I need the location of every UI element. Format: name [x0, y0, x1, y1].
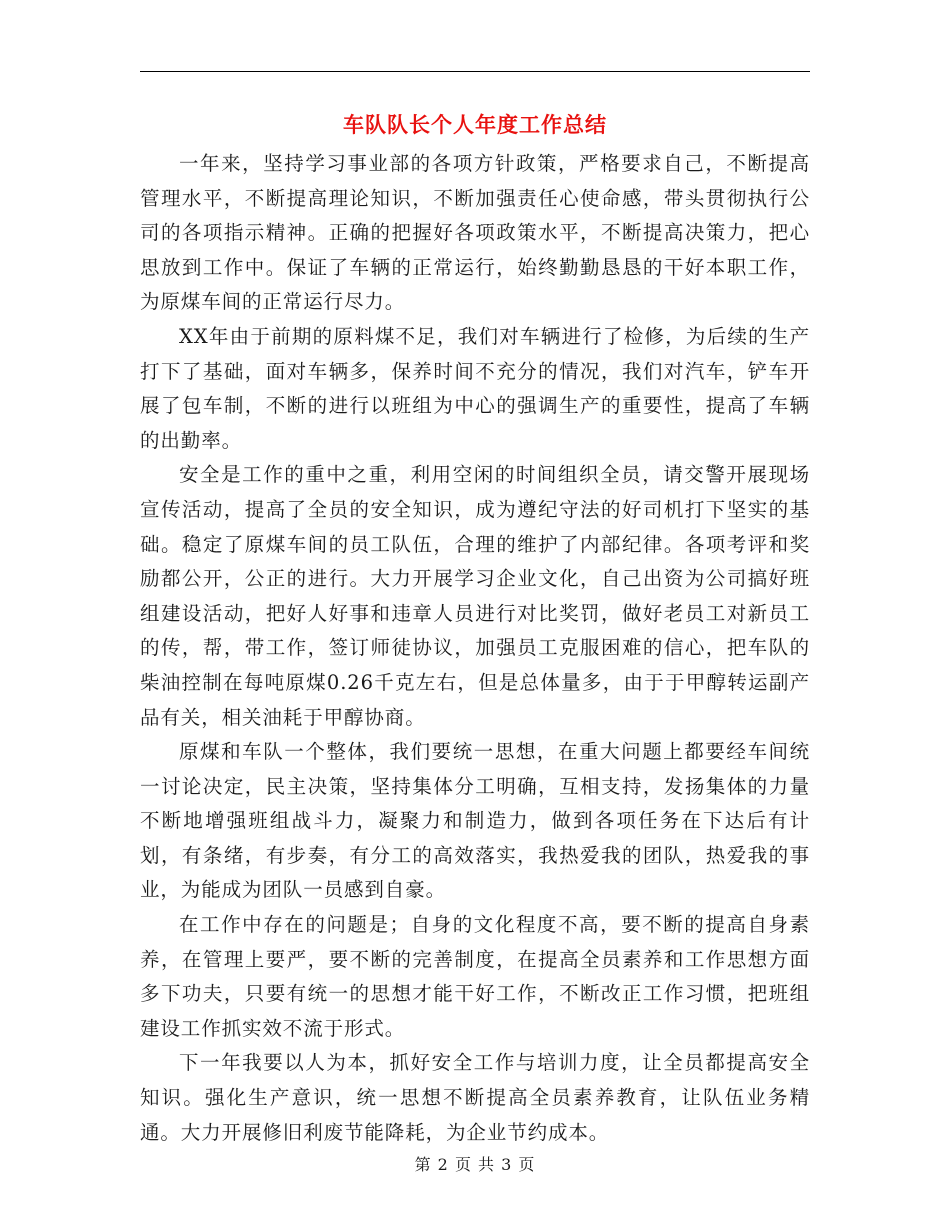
paragraph-2: XX年由于前期的原料煤不足，我们对车辆进行了检修，为后续的生产打下了基础，面对车辆多，保养时间不充分的情况，我们对汽车，铲车开展了包车制，不断的进行以班组为中心的强调生产的重要性，提高了车辆的出勤率。 — [140, 324, 810, 452]
page-number-footer: 第 2 页 共 3 页 — [414, 1155, 536, 1174]
paragraph-4: 原煤和车队一个整体，我们要统一思想，在重大问题上都要经车间统一讨论决定，民主决策，坚持集体分工明确，互相支持，发扬集体的力量不断地增强班组战斗力，凝聚力和制造力，做到各项任务在下达后有计划，有条绪，有步奏，有分工的高效落实，我热爱我的团队，热爱我的事业，为能成为团队一员感到自豪。 — [140, 740, 810, 902]
paragraph-1: 一年来，坚持学习事业部的各项方针政策，严格要求自己，不断提高管理水平，不断提高理论知识，不断加强责任心使命感，带头贯彻执行公司的各项指示精神。正确的把握好各项政策水平，不断提高决策力，把心思放到工作中。保证了车辆的正常运行，始终勤勤恳恳的干好本职工作，为原煤车间的正常运行尽力。 — [140, 152, 810, 314]
header-rule — [140, 71, 810, 72]
paragraph-5: 在工作中存在的问题是；自身的文化程度不高，要不断的提高自身素养，在管理上要严，要不断的完善制度，在提高全员素养和工作思想方面多下功夫，只要有统一的思想才能干好工作，不断改正工作习惯，把班组建设工作抓实效不流于形式。 — [140, 913, 810, 1040]
document-body — [140, 147, 810, 1150]
paragraph-3: 安全是工作的重中之重，利用空闲的时间组织全员，请交警开展现场宣传活动，提高了全员的安全知识，成为遵纪守法的好司机打下坚实的基础。稳定了原煤车间的员工队伍，合理的维护了内部纪律。各项考评和奖励都公开，公正的进行。大力开展学习企业文化，自己出资为公司搞好班组建设活动，把好人好事和违章人员进行对比奖罚，做好老员工对新员工的传，帮，带工作，签订师徒协议，加强员工克服困难的信心，把车队的柴油控制在每吨原煤0.26千克左右，但是总体量多，由于于甲醇转运副产品有关，相关油耗于甲醇协商。 — [140, 463, 810, 729]
paragraph-6: 下一年我要以人为本，抓好安全工作与培训力度，让全员都提高安全知识。强化生产意识，统一思想不断提高全员素养教育，让队伍业务精通。大力开展修旧利废节能降耗，为企业节约成本。 — [140, 1051, 810, 1144]
document-title: 车队队长个人年度工作总结 — [343, 112, 607, 137]
